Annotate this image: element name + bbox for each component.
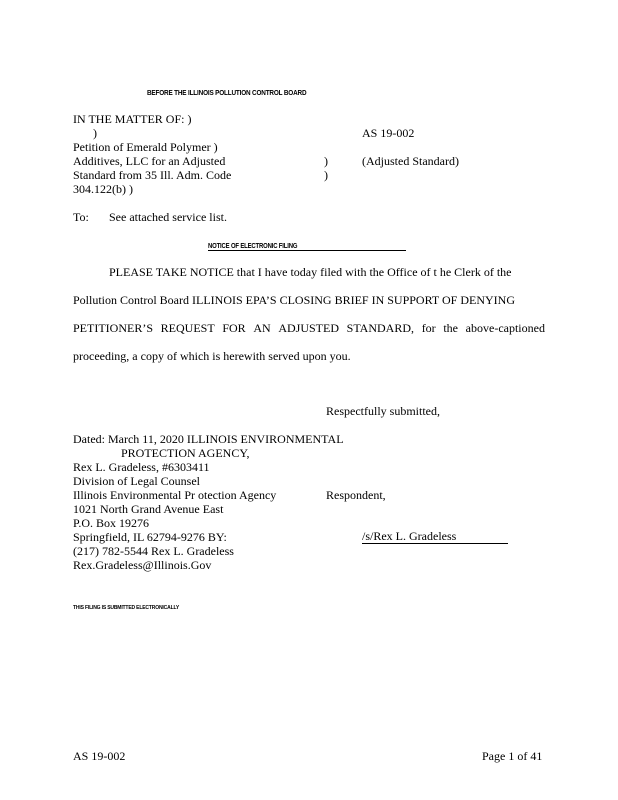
email: Rex.Gradeless@Illinois.Gov bbox=[73, 558, 212, 572]
board-title: BEFORE THE ILLINOIS POLLUTION CONTROL BOARD bbox=[147, 88, 307, 97]
agency-continuation: PROTECTION AGENCY, bbox=[121, 446, 250, 460]
caption-paren-a: ) bbox=[324, 154, 328, 168]
body-line-1: PLEASE TAKE NOTICE that I have today filed with the Office of t he Clerk of the bbox=[109, 265, 512, 279]
signature-line bbox=[362, 529, 508, 544]
body-word: FOR bbox=[222, 321, 246, 335]
filing-note: THIS FILING IS SUBMITTED ELECTRONICALLY bbox=[73, 605, 180, 611]
footer-page-number: Page 1 of 41 bbox=[482, 749, 543, 763]
body-word: STANDARD, bbox=[346, 321, 415, 335]
respectfully-submitted: Respectfully submitted, bbox=[326, 404, 440, 418]
attorney-name-id: Rex L. Gradeless, #6303411 bbox=[73, 460, 210, 474]
street-address: 1021 North Grand Avenue East bbox=[73, 502, 224, 516]
body-word: the bbox=[443, 321, 459, 335]
body-word: ADJUSTED bbox=[278, 321, 339, 335]
body-word: above-captioned bbox=[465, 321, 545, 335]
division: Division of Legal Counsel bbox=[73, 474, 200, 488]
phone-name: (217) 782-5544 Rex L. Gradeless bbox=[73, 544, 234, 558]
caption-petition-line-3: Standard from 35 Ill. Adm. Code bbox=[73, 168, 232, 182]
in-the-matter-label: IN THE MATTER OF: ) bbox=[73, 112, 192, 126]
po-box: P.O. Box 19276 bbox=[73, 516, 150, 530]
notice-title-underline bbox=[208, 237, 406, 251]
caption-petition-line-4: 304.122(b) ) bbox=[73, 182, 133, 196]
city-by-line: Springfield, IL 62794-9276 BY: bbox=[73, 530, 227, 544]
agency-name: Illinois Environmental Pr otection Agency bbox=[73, 488, 277, 502]
body-word: AN bbox=[253, 321, 271, 335]
body-word: for bbox=[421, 321, 436, 335]
caption-petition-line-1: Petition of Emerald Polymer ) bbox=[73, 140, 218, 154]
body-word: PETITIONER’S bbox=[73, 321, 153, 335]
signature: /s/Rex L. Gradeless bbox=[362, 529, 457, 543]
respondent-label: Respondent, bbox=[326, 488, 386, 502]
caption-paren: ) bbox=[93, 126, 97, 140]
notice-title: NOTICE OF ELECTRONIC FILING bbox=[208, 243, 298, 250]
case-type: (Adjusted Standard) bbox=[362, 154, 459, 168]
dated-line: Dated: March 11, 2020 ILLINOIS ENVIRONMENTAL bbox=[73, 432, 344, 446]
caption-petition-line-2: Additives, LLC for an Adjusted bbox=[73, 154, 226, 168]
body-word: REQUEST bbox=[160, 321, 215, 335]
caption-paren-b: ) bbox=[324, 168, 328, 182]
to-value: See attached service list. bbox=[109, 210, 227, 224]
case-number: AS 19-002 bbox=[362, 126, 415, 140]
body-line-2: Pollution Control Board ILLINOIS EPA’S CLOSING BRIEF IN SUPPORT OF DENYING bbox=[73, 293, 515, 307]
body-line-4: proceeding, a copy of which is herewith served upon you. bbox=[73, 349, 351, 363]
to-label: To: bbox=[73, 210, 89, 224]
footer-case-number: AS 19-002 bbox=[73, 749, 126, 763]
body-line-3 bbox=[73, 321, 545, 335]
